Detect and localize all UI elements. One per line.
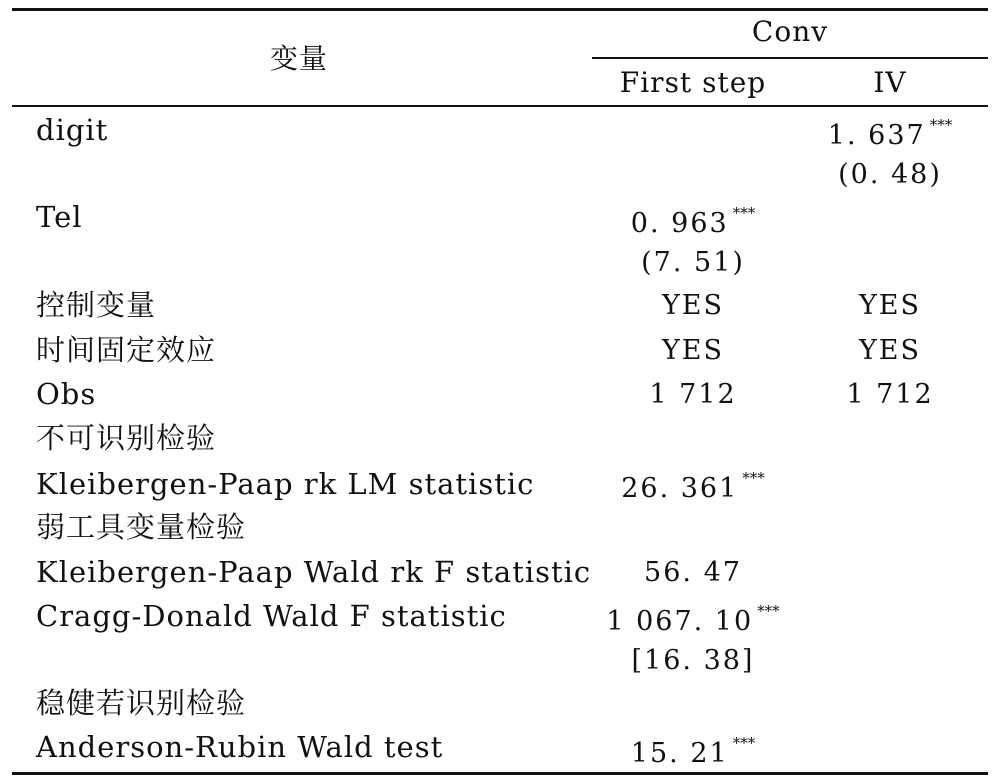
significance-stars: *** (732, 204, 756, 222)
cell-value: [16. 38] (631, 645, 755, 676)
section-label: 弱工具变量检验 (36, 510, 247, 544)
cell-value: 1 712 (846, 379, 934, 410)
header-group-conv: Conv (751, 15, 829, 48)
cell-value: 56. 47 (644, 557, 742, 588)
cell-value (805, 118, 975, 149)
row-label: 时间固定效应 (36, 333, 217, 367)
row-label: Anderson-Rubin Wald test (36, 730, 444, 764)
row-label: Cragg-Donald Wald F statistic (36, 599, 507, 633)
cell-value: (7. 51) (641, 247, 745, 278)
cell-value: YES (858, 335, 922, 366)
cell-value: (0. 48) (838, 159, 942, 190)
header-variable: 变量 (270, 42, 329, 75)
significance-stars: *** (742, 469, 765, 487)
header-col-iv: IV (873, 66, 907, 99)
significance-stars: *** (757, 602, 780, 620)
coefficient: 1. 637 (827, 120, 926, 151)
row-label: digit (36, 113, 109, 147)
cell-value (578, 604, 808, 635)
bottom-rule (12, 772, 988, 775)
cell-value: 1 712 (649, 379, 737, 410)
cell-value (578, 206, 808, 237)
row-label: 控制变量 (36, 288, 157, 322)
statistic: 26. 361 (621, 473, 739, 504)
statistic: 1 067. 10 (606, 606, 754, 637)
row-label: Obs (36, 377, 97, 411)
section-label: 稳健若识别检验 (36, 686, 247, 720)
cell-value (578, 471, 808, 502)
header-col-first-step: First step (619, 66, 767, 99)
row-label: Kleibergen-Paap Wald rk F statistic (36, 555, 592, 589)
section-label: 不可识别检验 (36, 421, 217, 455)
row-label: Kleibergen-Paap rk LM statistic (36, 467, 535, 501)
header-rule (12, 105, 988, 107)
significance-stars: *** (929, 116, 953, 134)
significance-stars: *** (732, 734, 756, 752)
cell-value: YES (661, 290, 725, 321)
cell-value: YES (858, 290, 922, 321)
group-rule (592, 57, 988, 59)
coefficient: 0. 963 (630, 208, 729, 239)
row-label: Tel (36, 200, 83, 234)
cell-value: YES (661, 335, 725, 366)
statistic: 15. 21 (630, 738, 729, 769)
top-rule (12, 8, 988, 11)
cell-value (578, 736, 808, 767)
